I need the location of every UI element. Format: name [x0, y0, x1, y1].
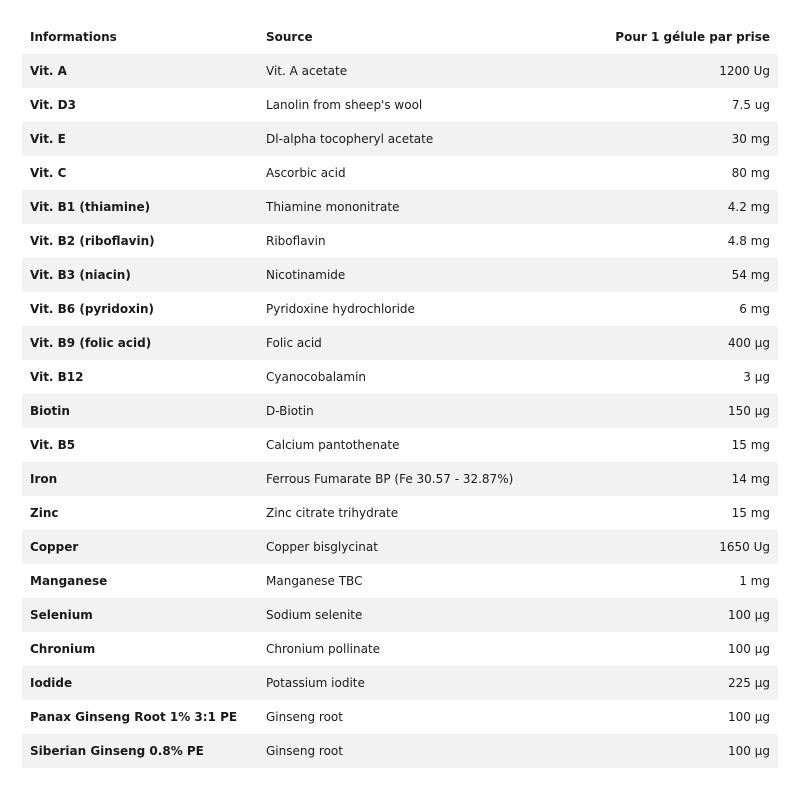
cell-dose: 1200 Ug: [719, 64, 770, 78]
table-row: [22, 564, 778, 598]
cell-dose: 1 mg: [739, 574, 770, 588]
cell-source: Zinc citrate trihydrate: [266, 506, 399, 520]
cell-source: Pyridoxine hydrochloride: [266, 302, 415, 316]
cell-information: Chronium: [30, 642, 96, 656]
cell-dose: 15 mg: [731, 438, 770, 452]
table-row: [22, 530, 778, 564]
table-row: [22, 394, 778, 428]
cell-source: Copper bisglycinat: [266, 540, 378, 554]
cell-information: Vit. B5: [30, 438, 76, 452]
header-informations: Informations: [22, 20, 266, 54]
cell-source: D-Biotin: [266, 404, 314, 418]
cell-source: Nicotinamide: [266, 268, 346, 282]
table-row: [22, 700, 778, 734]
cell-information: Vit. B12: [30, 370, 84, 384]
table-row: [22, 326, 778, 360]
cell-dose: 6 mg: [739, 302, 770, 316]
cell-dose: 4.2 mg: [727, 200, 770, 214]
cell-source: Lanolin from sheep's wool: [266, 98, 423, 112]
table-row: [22, 428, 778, 462]
cell-information: Vit. B2 (riboflavin): [30, 234, 155, 248]
cell-source: Cyanocobalamin: [266, 370, 367, 384]
table-header-row: [22, 20, 778, 54]
cell-information: Selenium: [30, 608, 93, 622]
table-body: [22, 54, 778, 768]
header-source: Source: [266, 20, 566, 54]
table-row: [22, 224, 778, 258]
cell-information: Vit. D3: [30, 98, 76, 112]
cell-source: Calcium pantothenate: [266, 438, 400, 452]
cell-information: Siberian Ginseng 0.8% PE: [30, 744, 204, 758]
cell-source: Potassium iodite: [266, 676, 365, 690]
cell-dose: 400 µg: [728, 336, 770, 350]
table-row: [22, 54, 778, 88]
cell-dose: 4.8 mg: [727, 234, 770, 248]
cell-information: Vit. B1 (thiamine): [30, 200, 151, 214]
cell-information: Iron: [30, 472, 58, 486]
cell-information: Vit. C: [30, 166, 67, 180]
cell-dose: 7.5 ug: [731, 98, 770, 112]
table-row: [22, 122, 778, 156]
table-row: [22, 360, 778, 394]
header-dose: Pour 1 gélule par prise: [566, 20, 778, 54]
table-row: [22, 734, 778, 768]
cell-source: Ginseng root: [266, 710, 343, 724]
table-row: [22, 598, 778, 632]
cell-information: Iodide: [30, 676, 73, 690]
table-row: [22, 190, 778, 224]
cell-source: Folic acid: [266, 336, 322, 350]
cell-dose: 1650 Ug: [719, 540, 770, 554]
cell-dose: 80 mg: [731, 166, 770, 180]
cell-dose: 14 mg: [731, 472, 770, 486]
cell-source: Ginseng root: [266, 744, 343, 758]
cell-information: Copper: [30, 540, 79, 554]
table-row: [22, 496, 778, 530]
cell-source: Thiamine mononitrate: [266, 200, 400, 214]
cell-source: Dl-alpha tocopheryl acetate: [266, 132, 434, 146]
cell-dose: 225 µg: [728, 676, 770, 690]
cell-source: Manganese TBC: [266, 574, 363, 588]
cell-dose: 100 µg: [728, 710, 770, 724]
cell-information: Biotin: [30, 404, 70, 418]
cell-information: Vit. A: [30, 64, 67, 78]
cell-dose: 100 µg: [728, 744, 770, 758]
cell-source: Sodium selenite: [266, 608, 363, 622]
cell-source: Riboflavin: [266, 234, 326, 248]
table-row: [22, 666, 778, 700]
cell-information: Manganese: [30, 574, 108, 588]
cell-source: Vit. A acetate: [266, 64, 348, 78]
nutrition-table: [22, 20, 778, 768]
cell-source: Chronium pollinate: [266, 642, 381, 656]
cell-dose: 15 mg: [731, 506, 770, 520]
cell-information: Vit. B3 (niacin): [30, 268, 131, 282]
table-row: [22, 156, 778, 190]
table-row: [22, 292, 778, 326]
cell-dose: 54 mg: [731, 268, 770, 282]
cell-source: Ferrous Fumarate BP (Fe 30.57 - 32.87%): [266, 472, 514, 486]
table-row: [22, 88, 778, 122]
cell-dose: 3 µg: [743, 370, 770, 384]
table-row: [22, 462, 778, 496]
nutrition-table-container: [22, 20, 778, 768]
cell-information: Vit. E: [30, 132, 66, 146]
cell-information: Vit. B9 (folic acid): [30, 336, 152, 350]
cell-information: Zinc: [30, 506, 59, 520]
cell-information: Panax Ginseng Root 1% 3:1 PE: [30, 710, 238, 724]
cell-information: Vit. B6 (pyridoxin): [30, 302, 154, 316]
cell-dose: 100 µg: [728, 608, 770, 622]
cell-dose: 150 µg: [728, 404, 770, 418]
table-row: [22, 258, 778, 292]
cell-dose: 100 µg: [728, 642, 770, 656]
table-row: [22, 632, 778, 666]
cell-source: Ascorbic acid: [266, 166, 346, 180]
cell-dose: 30 mg: [731, 132, 770, 146]
